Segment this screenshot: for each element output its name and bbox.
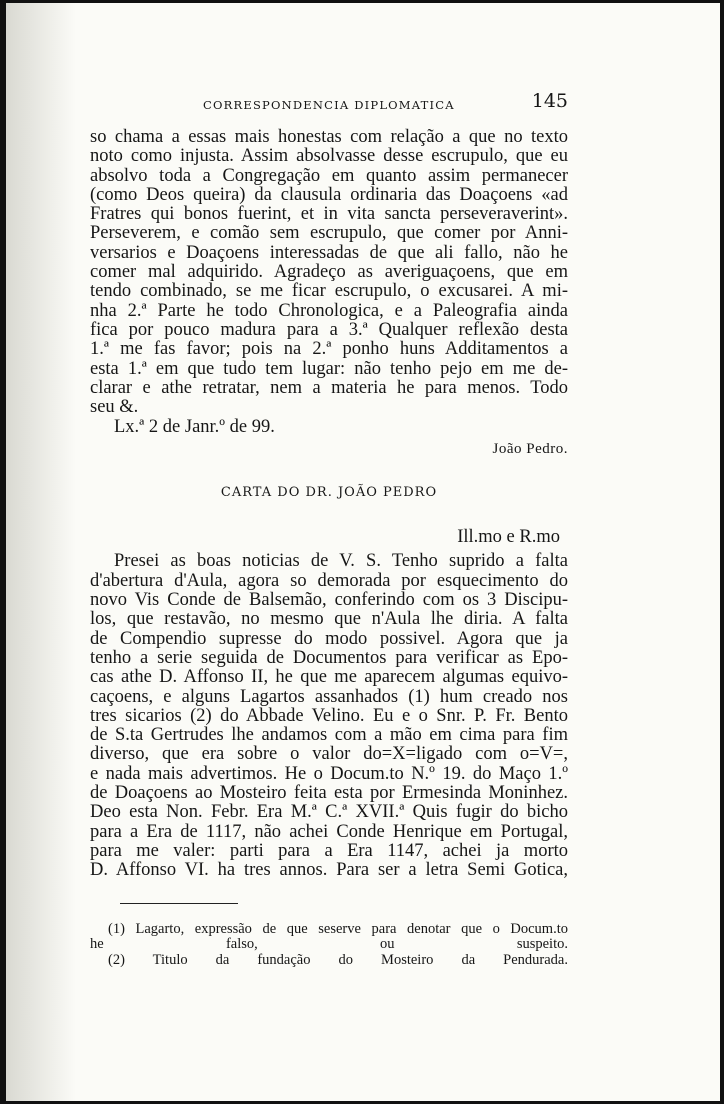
running-title: CORRESPONDENCIA DIPLOMATICA	[203, 98, 455, 112]
text-line: noto como injusta. Assim absolvasse desse escrupulo, que eu	[90, 146, 568, 167]
footnote-1-continued	[90, 937, 568, 953]
text-line: tenho a serie seguida de Documentos para verificar as Epo-	[90, 647, 568, 668]
text-line: de Doaçoens ao Mosteiro feita esta por Ermesinda Moninhez.	[90, 783, 568, 804]
text-line: absolvo toda a Congregação em quanto assim permanecer	[90, 165, 568, 186]
page-edge-right	[720, 0, 724, 1104]
signature: João Pedro.	[492, 441, 568, 458]
letter-body	[90, 552, 568, 880]
footnote-line: he falso, ou suspeito.	[90, 936, 568, 952]
text-line: seu &.	[90, 397, 139, 418]
footnote-1	[90, 922, 568, 938]
text-line: tres sicarios (2) do Abbade Velino. Eu e o Snr. P. Fr. Bento	[90, 705, 568, 726]
running-head	[90, 86, 568, 116]
text-line: Fratres qui bonos fuerint, et in vita sancta perseveraverint».	[90, 204, 568, 225]
text-line: Deo esta Non. Febr. Era M.ª C.ª XVII.ª Quis fugir do bicho	[90, 802, 568, 823]
letter-date: Lx.ª 2 de Janr.º de 99.	[114, 417, 275, 438]
text-line: cas athe D. Affonso II, he que me aparecem algumas equivo-	[90, 667, 568, 688]
text-line: Presei as boas noticias de V. S. Tenho suprido a falta	[114, 551, 568, 572]
text-line: fica por pouco madura para a 3.ª Qualquer reflexão desta	[90, 319, 568, 340]
text-line: so chama a essas mais honestas com relação a que no texto	[90, 127, 568, 147]
text-line: nha 2.ª Parte he todo Chronologica, e a Paleografia ainda	[90, 300, 568, 321]
footnote-2	[90, 953, 568, 969]
text-line: comer mal adquirido. Agradeço as averiguaçoens, que em	[90, 262, 568, 283]
text-line: de S.ta Gertrudes lhe andamos com a mão em cima para fim	[90, 725, 568, 746]
text-line: para a Era de 1117, não achei Conde Henrique em Portugal,	[90, 821, 568, 842]
footnote-line: (2) Titulo da fundação do Mosteiro da Pendurada.	[108, 951, 568, 968]
salutation: Ill.mo e R.mo	[457, 527, 560, 548]
text-line: esta 1.ª em que tudo tem lugar: não tenho pejo em me de-	[90, 358, 568, 379]
text-line: tendo combinado, se me ficar escrupulo, o excusarei. A mi-	[90, 281, 568, 302]
text-line: clarar e athe retratar, nem a materia he para menos. Todo	[90, 377, 568, 398]
text-line: caçoens, e alguns Lagartos assanhados (1) hum creado nos	[90, 686, 568, 707]
book-page	[90, 86, 568, 968]
text-line: Perseverem, e comão sem escrupulo, que comer por Anni-	[90, 223, 568, 244]
text-line: D. Affonso VI. ha tres annos. Para ser a letra Semi Gotica,	[90, 860, 568, 881]
paper-shadow	[6, 3, 76, 1101]
text-line: de Compendio supresse do modo possivel. Agora que ja	[90, 628, 568, 649]
page-number: 145	[531, 90, 568, 112]
section-title: CARTA DO DR. JOÃO PEDRO	[220, 485, 438, 501]
text-line: d'abertura d'Aula, agora so demorada por esquecimento do	[90, 570, 568, 591]
text-line: 1.ª me fas favor; pois na 2.ª ponho huns Additamentos a	[90, 339, 568, 360]
text-line: para me valer: parti para a Era 1147, achei ja morto	[90, 840, 568, 861]
footnotes	[90, 922, 568, 969]
letter-continuation	[90, 128, 568, 417]
footnote-divider	[120, 903, 238, 904]
page-edge-top	[0, 0, 724, 3]
text-line: (como Deos queira) da clausula ordinaria das Doaçoens «ad	[90, 184, 568, 205]
text-line: novo Vis Conde de Balsemão, conferindo com os 3 Discipu-	[90, 590, 568, 611]
text-line: los, que restavão, no mesmo que n'Aula lhe diria. A falta	[90, 609, 568, 630]
text-line: versarios e Doaçoens interessadas de que ali fallo, não he	[90, 242, 568, 263]
text-line: diverso, que era sobre o valor do=X=ligado com o=V=,	[90, 744, 568, 765]
text-line: e nada mais advertimos. He o Docum.to N.º 19. do Maço 1.º	[90, 763, 568, 784]
footnote-line: (1) Lagarto, expressão de que seserve para denotar que o Docum.to	[108, 920, 568, 937]
